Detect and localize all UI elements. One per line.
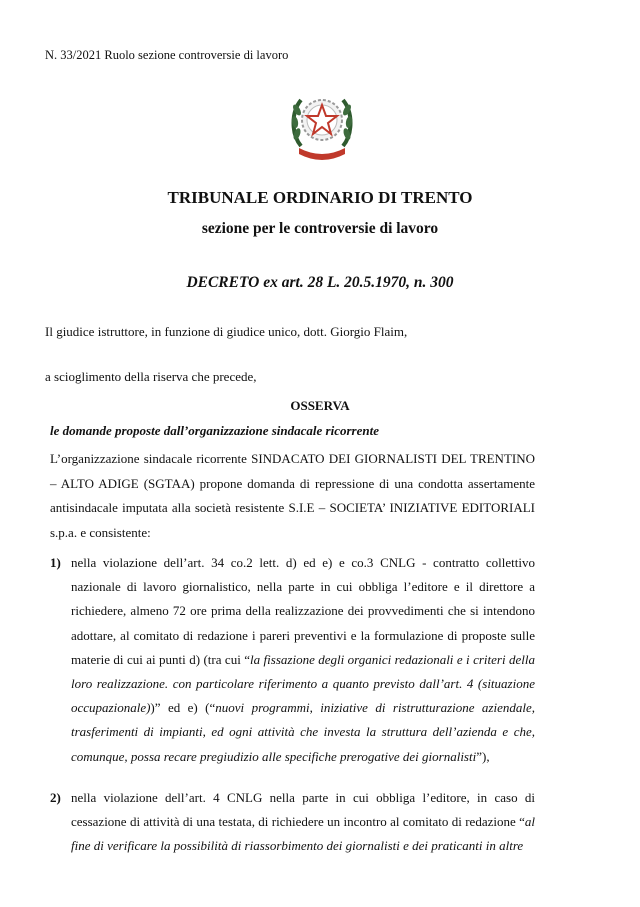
republic-emblem (289, 88, 355, 164)
osserva-heading: OSSERVA (290, 398, 350, 413)
judge-line: Il giudice istruttore, in funzione di giudice unico, dott. Giorgio Flaim, (45, 324, 408, 339)
riserva-line: a scioglimento della riserva che precede, (45, 369, 257, 384)
item-text: nella violazione dell’art. 4 CNLG nella parte in cui obbliga l’editore, in caso di cessazione di attività di una testata, di richiedere un incontro al comitato di redazione “al fine di verificare la possibilità di riassorbimento dei giornalisti e dei praticanti in altre (71, 790, 535, 854)
item-number: 1) (50, 555, 61, 570)
item-text: nella violazione dell’art. 34 co.2 lett. d) ed e) e co.3 CNLG - contratto collettivo nazionale di lavoro giornalistico, nella parte in cui obbliga l’editore e il direttore a richiedere, almeno 72 ore prima della realizzazione dei provvedimenti che si intendono adottare, al comitato di redazione i pareri preventivi e la formulazione di proposte sulle materie di cui ai punti d) (tra cui “la fissazione degli organici redazionali e i criteri della loro realizzazione. con particolare riferimento a quanto previsto dall’art. 4 (situazione occupazionale))” ed e) (“nuovi programmi, iniziative di ristrutturazione aziendale, trasferimenti di impianti, ed ogni attività che investa la struttura dell’azienda e che, comunque, possa recare pregiudizio alle specifiche prerogative dei giornalisti”), (71, 555, 535, 764)
list-item (50, 551, 535, 769)
list-item (50, 786, 535, 859)
quoted-text: al fine di verificare la possibilità di riassorbimento dei giornalisti e dei praticanti in altre (71, 814, 535, 854)
court-name: TRIBUNALE ORDINARIO DI TRENTO (167, 188, 473, 207)
intro-text: L’organizzazione sindacale ricorrente SINDACATO DEI GIORNALISTI DEL TRENTINO – ALTO ADIGE (SGTAA) propone domanda di repressione di una condotta assertamente antisindacale imputata alla società resistente S.I.E – SOCIETA’ INIZIATIVE EDITORIALI s.p.a. e consistente: (50, 451, 535, 540)
decree-title: DECRETO ex art. 28 L. 20.5.1970, n. 300 (186, 274, 454, 291)
quoted-text: la fissazione degli organici redazionali e i criteri della loro realizzazione. con particolare riferimento a quanto previsto dall’art. 4 (situazione occupazionale) (71, 651, 535, 716)
intro-paragraph (50, 447, 535, 545)
quoted-text: nuovi programmi, iniziative di ristrutturazione aziendale, trasferimenti di impianti, ed ogni attività che investa la struttura dell’azienda e che, comunque, possa recare pregiudizio alle specifiche prerogative dei giornalisti (71, 700, 535, 764)
case-number: N. 33/2021 Ruolo sezione controversie di lavoro (45, 48, 289, 62)
claims-heading: le domande proposte dall’organizzazione sindacale ricorrente (50, 423, 379, 438)
court-section: sezione per le controversie di lavoro (201, 220, 439, 237)
item-number: 2) (50, 790, 61, 805)
